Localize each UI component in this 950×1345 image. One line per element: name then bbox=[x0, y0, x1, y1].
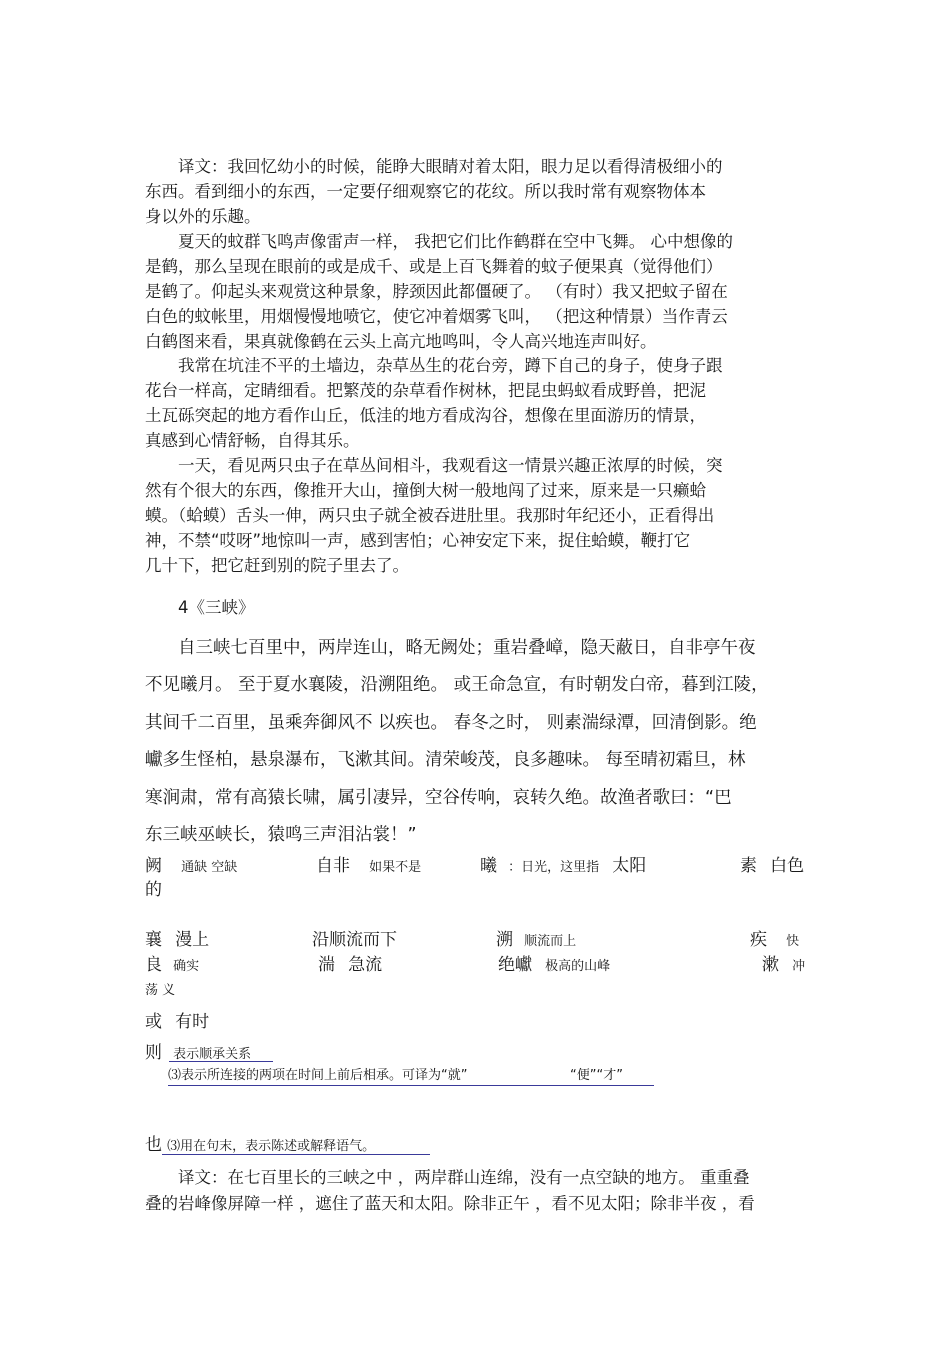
text-line: 译文：我回忆幼小的时候，能睁大眼睛对着太阳，眼力足以看得清极细小的 bbox=[178, 157, 723, 176]
definition: 白色 bbox=[770, 856, 805, 876]
definition: 漫上 bbox=[175, 930, 210, 950]
text-line: 巘多生怪柏，悬泉瀑布，飞漱其间。清荣峻茂，良多趣味。 每至晴初霜旦，林 bbox=[145, 750, 746, 770]
definition: 有时 bbox=[175, 1012, 210, 1032]
text-line: 东西。看到细小的东西，一定要仔细观察它的花纹。所以我时常有观察物体本 bbox=[145, 182, 706, 201]
underline bbox=[169, 1061, 273, 1062]
term: 疾 bbox=[750, 930, 767, 950]
term: 自非 bbox=[316, 856, 350, 876]
definition: ：日光，这里指 bbox=[508, 860, 600, 875]
term: 良 bbox=[145, 955, 162, 975]
definition: 如果不是 bbox=[369, 860, 422, 875]
text-line: 白色的蚊帐里，用烟慢慢地喷它，使它冲着烟雾飞叫， （把这种情景）当作青云 bbox=[145, 307, 728, 326]
glossary-entry-yan bbox=[312, 930, 397, 950]
text-line: 真感到心情舒畅，自得其乐。 bbox=[145, 431, 360, 450]
section-title: 4《三峡》 bbox=[178, 598, 255, 617]
glossary-entry-que bbox=[145, 856, 237, 878]
text-line: 译文：在七百里长的三峡之中 ，两岸群山连绵，没有一点空缺的地方。 重重叠 bbox=[178, 1168, 750, 1187]
glossary-entry-su bbox=[740, 856, 804, 876]
glossary-entry-jueyan bbox=[498, 955, 610, 977]
definition: 确实 bbox=[173, 959, 200, 974]
term: 漱 bbox=[762, 955, 779, 975]
text-line: 自三峡七百里中，两岸连山，略无阙处；重岩叠嶂，隐天蔽日，自非亭午夜 bbox=[178, 638, 756, 658]
term: 绝巘 bbox=[498, 955, 532, 975]
term: 襄 bbox=[145, 930, 162, 950]
definition: 极高的山峰 bbox=[545, 959, 611, 974]
definition-tail: 的 bbox=[145, 880, 162, 900]
text-line: 不见曦月。 至于夏水襄陵，沿溯阻绝。 或王命急宣，有时朝发白帝，暮到江陵， bbox=[145, 675, 769, 695]
definition: 冲 bbox=[792, 959, 806, 974]
term: 阙 bbox=[145, 856, 162, 876]
text-line: 身以外的乐趣。 bbox=[145, 207, 261, 226]
glossary-entry-zifei bbox=[316, 856, 421, 878]
text-line: 寒涧肃，常有高猿长啸，属引凄异，空谷传响，哀转久绝。故渔者歌曰：“巴 bbox=[145, 788, 732, 808]
glossary-entry-su2 bbox=[496, 930, 576, 952]
text-line: 土瓦砾突起的地方看作山丘，低洼的地方看成沟谷，想像在里面游历的情景， bbox=[145, 406, 706, 425]
definition-tail: 荡 义 bbox=[145, 983, 176, 998]
text-line: 是鹤了。仰起头来观赏这种景象，脖颈因此都僵硬了。 （有时）我又把蚊子留在 bbox=[145, 282, 728, 301]
term: 则 bbox=[145, 1043, 162, 1063]
text-line: 蟆。（蛤蟆）舌头一伸，两只虫子就全被吞进肚里。我那时年纪还小，正看得出 bbox=[145, 506, 715, 525]
term: 或 bbox=[145, 1012, 162, 1032]
definition: 顺流而上 bbox=[524, 934, 577, 949]
text-line: 白鹤图来看，果真就像鹤在云头上高亢地鸣叫，令人高兴地连声叫好。 bbox=[145, 332, 657, 351]
definition-tail: 太阳 bbox=[612, 856, 647, 876]
glossary-entry-xiang bbox=[145, 930, 209, 950]
glossary-entry-liang bbox=[145, 955, 199, 977]
definition: 急流 bbox=[348, 955, 383, 975]
glossary-entry-shu bbox=[762, 955, 805, 977]
glossary-entry-tuan bbox=[318, 955, 382, 975]
text-line: 花台一样高，定睛细看。把繁茂的杂草看作树林，把昆虫蚂蚁看成野兽，把泥 bbox=[145, 381, 706, 400]
glossary-continuation bbox=[145, 979, 175, 1001]
definition: ⑶用在句末，表示陈述或解释语气。 bbox=[167, 1139, 376, 1154]
text-line: 东三峡巫峡长，猿鸣三声泪沾裳！” bbox=[145, 825, 417, 845]
glossary-continuation bbox=[145, 880, 162, 900]
definition: 表示顺承关系 bbox=[173, 1047, 252, 1062]
text-line: 其间千二百里，虽乘奔御风不 以疾也。 春冬之时， 则素湍绿潭，回清倒影。绝 bbox=[145, 713, 757, 733]
text-line: 一天，看见两只虫子在草丛间相斗，我观看这一情景兴趣正浓厚的时候，突 bbox=[178, 456, 723, 475]
term: 沿顺流而下 bbox=[312, 930, 397, 950]
glossary-entry-ji bbox=[750, 930, 799, 952]
text-line: 神，不禁“哎呀”地惊叫一声，感到害怕；心神安定下来，捉住蛤蟆，鞭打它 bbox=[145, 531, 691, 550]
glossary-entry-xi bbox=[480, 856, 646, 878]
glossary-entry-huo bbox=[145, 1012, 209, 1032]
text-line: 然有个很大的东西，像推开大山，撞倒大树一般地闯了过来，原来是一只癞蛤 bbox=[145, 481, 706, 500]
definition: 快 bbox=[786, 934, 800, 949]
text-line: 夏天的蚊群飞鸣声像雷声一样， 我把它们比作鹤群在空中飞舞。 心中想像的 bbox=[178, 232, 733, 251]
glossary-note: ⑶表示所连接的两项在时间上前后相承。可译为“就” bbox=[168, 1068, 468, 1083]
term: 溯 bbox=[496, 930, 513, 950]
text-line: 我常在坑洼不平的土墙边，杂草丛生的花台旁，蹲下自己的身子，使身子跟 bbox=[178, 356, 723, 375]
definition: 通缺 空缺 bbox=[181, 860, 238, 875]
text-line: 是鹤，那么呈现在眼前的或是成千、或是上百飞舞着的蚊子便果真（觉得他们） bbox=[145, 257, 723, 276]
underline bbox=[168, 1085, 654, 1086]
term: 湍 bbox=[318, 955, 335, 975]
text-line: 叠的岩峰像屏障一样 ，遮住了蓝天和太阳。除非正午 ，看不见太阳；除非半夜 ，看 bbox=[145, 1194, 755, 1213]
term: 曦 bbox=[480, 856, 497, 876]
term: 也 bbox=[145, 1135, 162, 1155]
term: 素 bbox=[740, 856, 757, 876]
underline bbox=[162, 1154, 430, 1155]
text-line: 几十下，把它赶到别的院子里去了。 bbox=[145, 556, 409, 575]
glossary-note: “便”“才” bbox=[570, 1068, 623, 1083]
